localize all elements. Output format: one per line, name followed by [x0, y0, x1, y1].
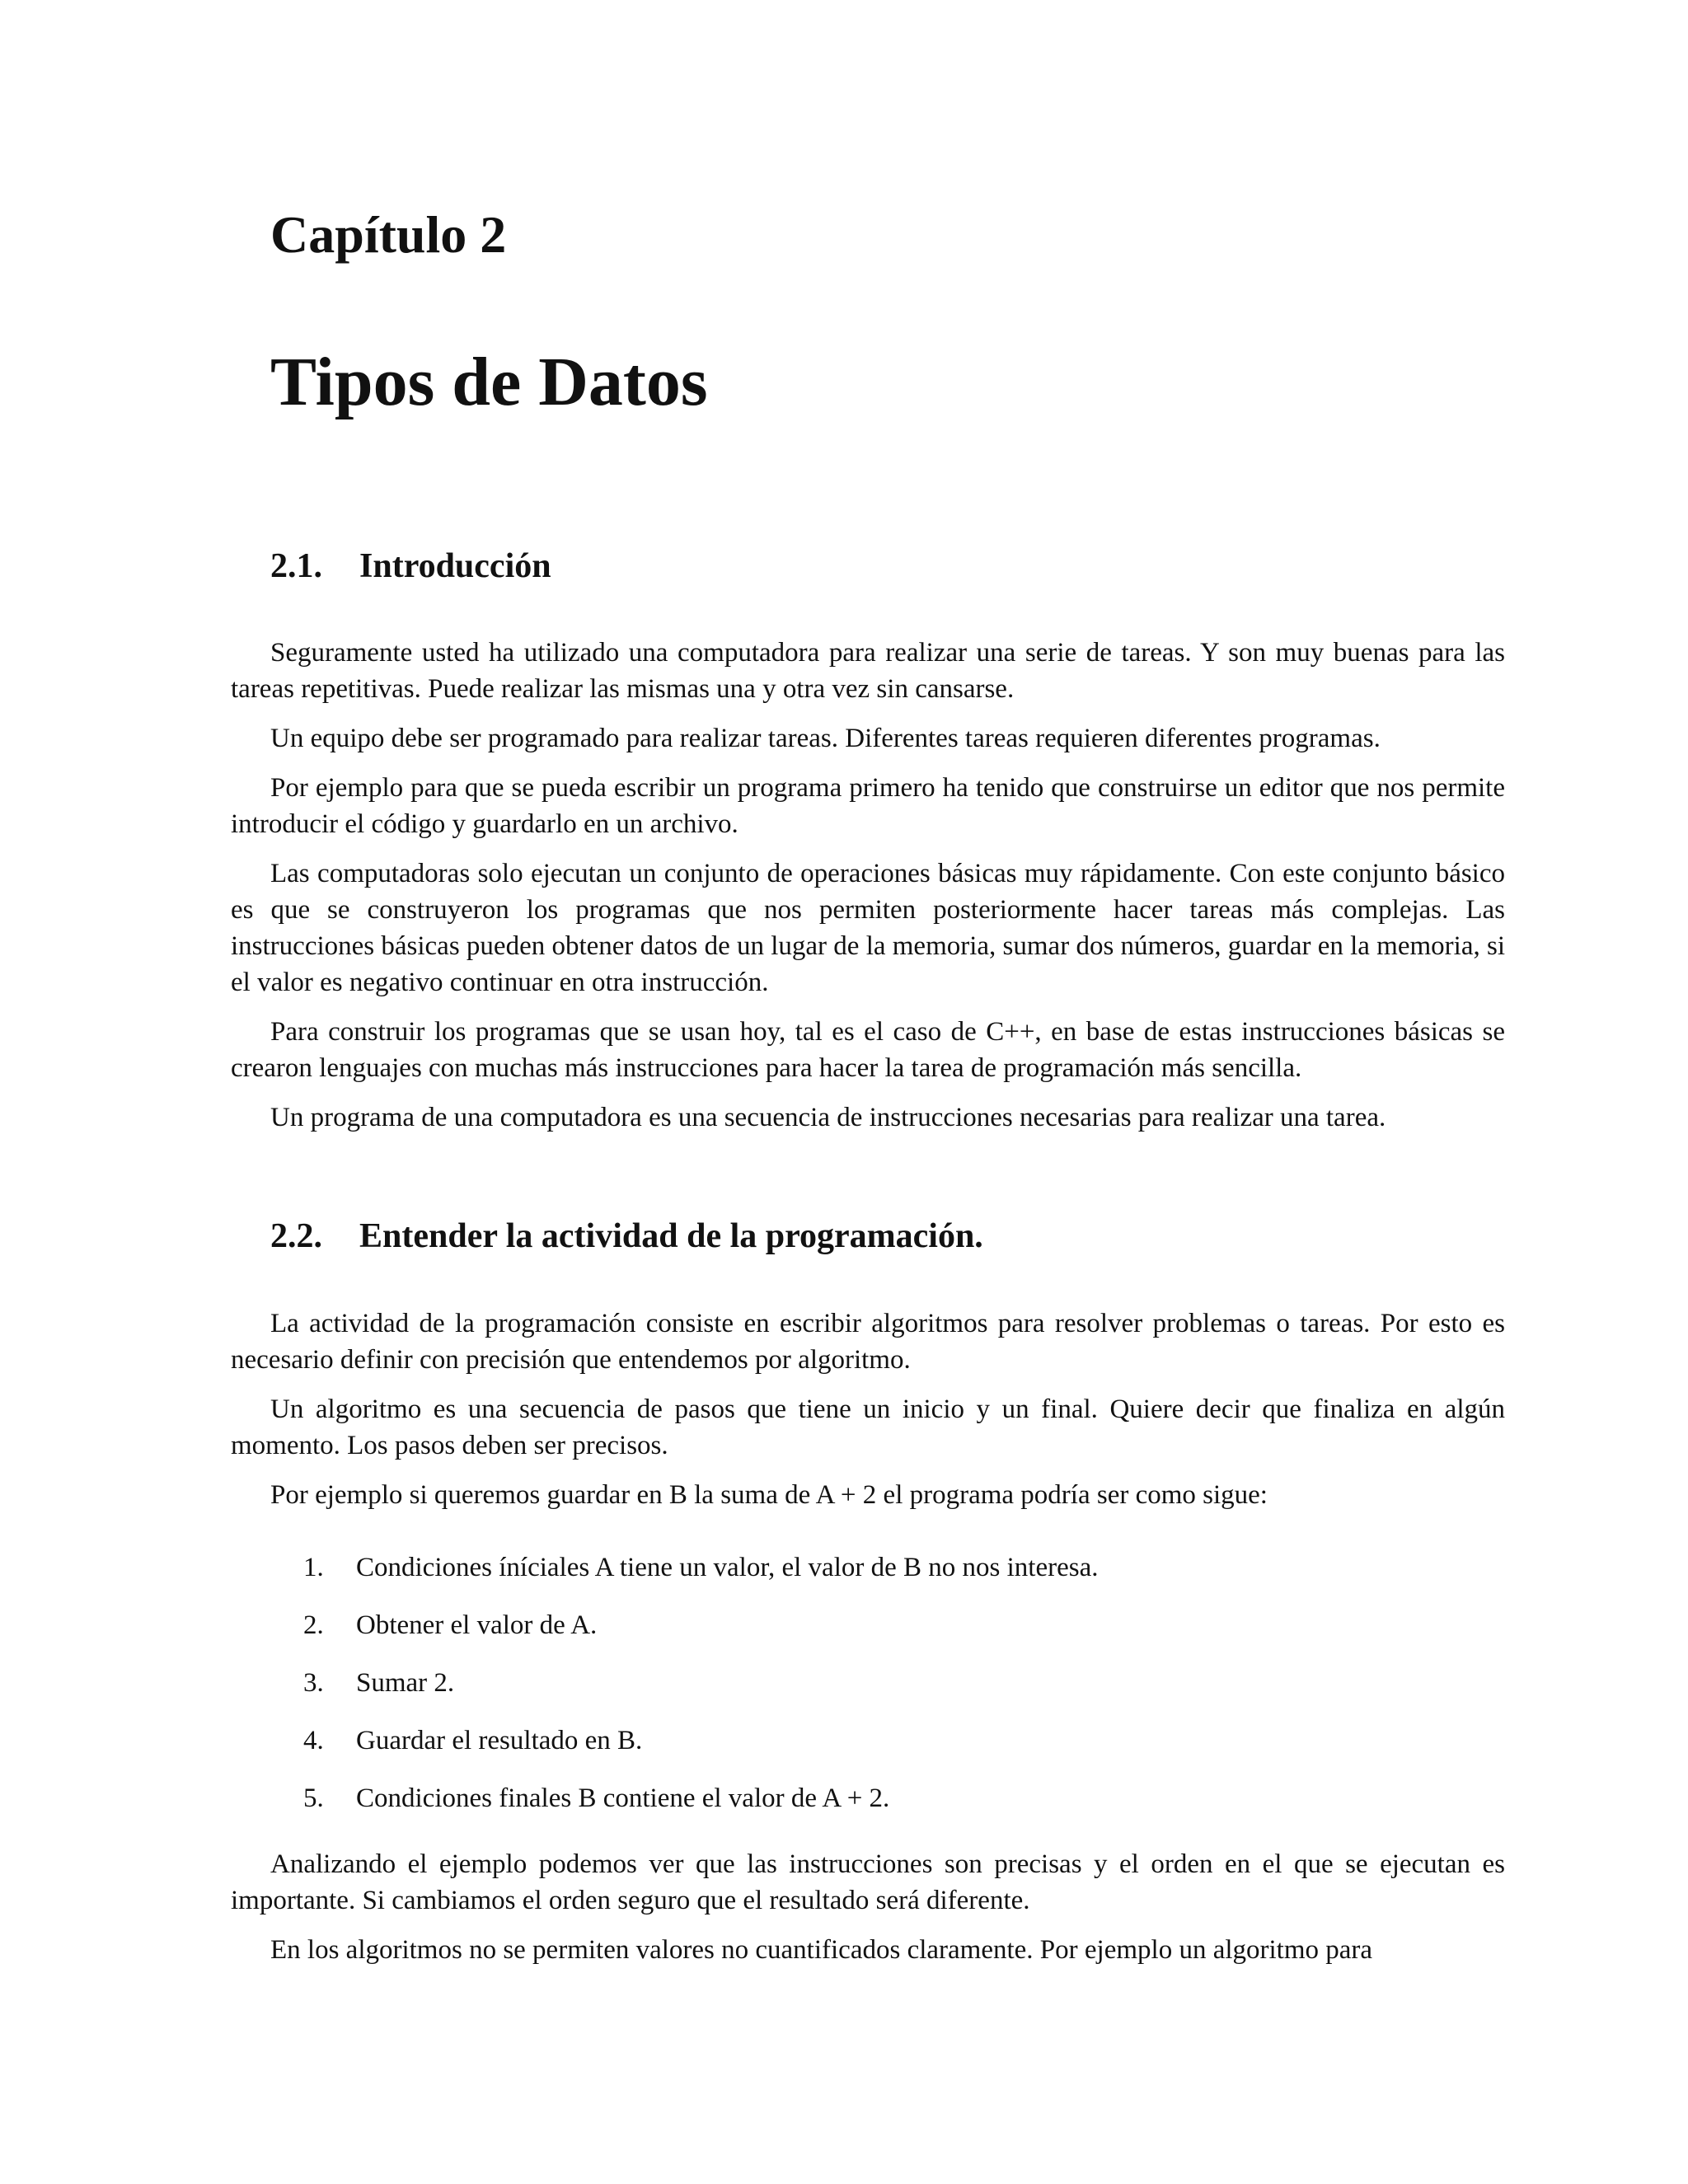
list-number: 5.: [303, 1783, 324, 1813]
list-text: Condiciones finales B contiene el valor de A + 2.: [356, 1783, 890, 1813]
list-item: [231, 1549, 1505, 1586]
section-title: Entender la actividad de la programación.: [359, 1217, 983, 1255]
section-number: 2.1.: [270, 547, 322, 585]
section-heading-2-2: [270, 1216, 983, 1257]
paragraph: La actividad de la programación consiste en escribir algoritmos para resolver problemas o tareas. Por esto es necesario definir con precisión que entendemos por algoritmo.: [231, 1309, 1505, 1375]
paragraph: Un programa de una computadora es una secuencia de instrucciones necesarias para realizar una tarea.: [270, 1103, 1386, 1132]
paragraph: En los algoritmos no se permiten valores no cuantificados claramente. Por ejemplo un algoritmo para: [270, 1935, 1373, 1965]
list-text: Guardar el resultado en B.: [356, 1726, 643, 1755]
list-item: [231, 1665, 1505, 1701]
paragraph: Para construir los programas que se usan hoy, tal es el caso de C++, en base de estas instrucciones básicas se crearon lenguajes con muchas más instrucciones para hacer la tarea de programación más sencilla.: [231, 1017, 1505, 1083]
section-2-2-body: [231, 1305, 1505, 1526]
chapter-title: Tipos de Datos: [270, 344, 708, 420]
paragraph: Por ejemplo para que se pueda escribir un programa primero ha tenido que construirse un editor que nos permite introducir el código y guardarlo en un archivo.: [231, 773, 1505, 839]
list-number: 2.: [303, 1610, 324, 1640]
paragraph: Un equipo debe ser programado para realizar tareas. Diferentes tareas requieren diferentes programas.: [270, 724, 1381, 753]
list-item: [231, 1722, 1505, 1759]
chapter-label: Capítulo 2: [270, 205, 507, 264]
section-title: Introducción: [359, 547, 551, 585]
list-text: Condiciones íníciales A tiene un valor, el valor de B no nos interesa.: [356, 1553, 1099, 1582]
paragraph: Un algoritmo es una secuencia de pasos que tiene un inicio y un final. Quiere decir que finaliza en algún momento. Los pasos deben ser precisos.: [231, 1394, 1505, 1460]
paragraph: Las computadoras solo ejecutan un conjunto de operaciones básicas muy rápidamente. Con este conjunto básico es que se construyeron los programas que nos permiten posteriormente hacer tareas más complejas. Las instrucciones básicas pueden obtener datos de un lugar de la memoria, sumar dos números, guardar en la memoria, si el valor es negativo continuar en otra instrucción.: [231, 859, 1505, 997]
steps-list-block: [231, 1549, 1505, 1838]
paragraph: Por ejemplo si queremos guardar en B la suma de A + 2 el programa podría ser como sigue:: [270, 1480, 1268, 1510]
list-number: 1.: [303, 1553, 324, 1582]
list-item: [231, 1780, 1505, 1816]
section-2-2-conclusion: [231, 1846, 1505, 1981]
list-number: 3.: [303, 1668, 324, 1698]
list-text: Sumar 2.: [356, 1668, 455, 1698]
list-text: Obtener el valor de A.: [356, 1610, 598, 1640]
section-2-1-body: [231, 635, 1505, 1149]
list-item: [231, 1607, 1505, 1643]
document-page: [231, 0, 1505, 2184]
steps-list: [231, 1549, 1505, 1816]
paragraph: Analizando el ejemplo podemos ver que las instrucciones son precisas y el orden en el que se ejecutan es importante. Si cambiamos el orden seguro que el resultado será diferente.: [231, 1849, 1505, 1915]
list-number: 4.: [303, 1726, 324, 1755]
section-number: 2.2.: [270, 1217, 322, 1255]
paragraph: Seguramente usted ha utilizado una computadora para realizar una serie de tareas. Y son muy buenas para las tareas repetitivas. Puede realizar las mismas una y otra vez sin cansarse.: [231, 638, 1505, 704]
section-heading-2-1: [270, 546, 551, 587]
